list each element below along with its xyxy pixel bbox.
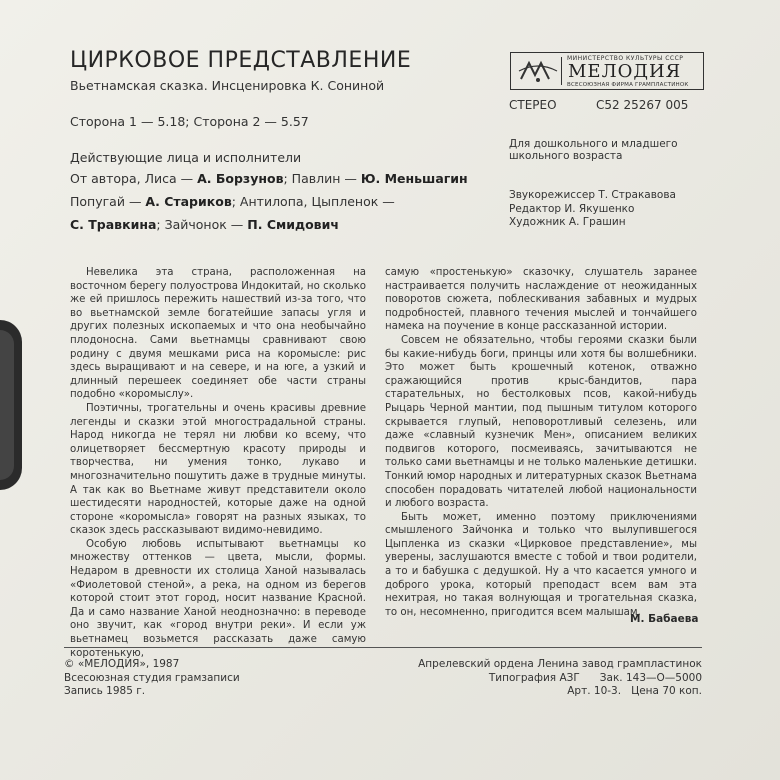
logo-firm: ВСЕСОЮЗНАЯ ФИРМА ГРАМПЛАСТИНОК xyxy=(567,82,689,88)
cast-role: От автора, Лиса — xyxy=(70,171,198,186)
age-recommendation: Для дошкольного и младшего школьного возраста xyxy=(509,138,678,162)
article-author: М. Бабаева xyxy=(630,613,699,625)
article-column-right xyxy=(385,266,697,619)
cast-role: ; Антилопа, Цыпленок — xyxy=(231,194,395,209)
cast-actor: А. Борзунов xyxy=(197,171,284,186)
footer-line: Всесоюзная студия грамзаписи xyxy=(64,671,240,684)
footer-line: Запись 1985 г. xyxy=(64,685,146,697)
cast-role: ; Зайчонок — xyxy=(156,217,248,232)
cast-list xyxy=(70,167,510,236)
cast-actor: А. Стариков xyxy=(145,194,232,209)
footer-divider xyxy=(64,647,702,648)
cast-actor: Ю. Меньшагин xyxy=(360,171,468,186)
cast-role: ; Павлин — xyxy=(283,171,361,186)
article-paragraph: Совсем не обязательно, чтобы героями сказки были бы какие-нибудь боги, принцы или хотя бы волшебники. Это может быть крошечный котенок, отважно сражающийся против крыс-бандитов, пара старательных, но бестолковых псов, какой-нибудь Рыцарь Черной мантии, под пышным титулом которого скрывается глупый, неповоротливый селезень, или даже «славный кузнечик Мен», описанием великих подвигов которого, посмеиваясь, зачитываются не только сами вьетнамцы и не только маленькие детишки. Тонкий юмор народных и литературных сказок Вьетнама способен порадовать читателей любой национальности и любого возраста. xyxy=(385,334,697,510)
production-credits xyxy=(509,189,719,230)
article-paragraph: Поэтичны, трогательны и очень красивы древние легенды и сказки этой многострадальной страны. Народ никогда не терял ни любви ко всему, что олицетворяет бессмертную красоту природы и творчества, ни умения тонко, лукаво и многозначительно пошутить даже в трудные минуты. А так как во Вьетнаме живут представители около шестидесяти народностей, которые даже на одной стороне «коромысла» говорят на разных языках, то сказок здесь рассказывают видимо-невидимо. xyxy=(70,402,366,537)
article-paragraph: Невелика эта страна, расположенная на восточном берегу полуострова Индокитай, но сколько же ей пришлось пережить нашествий из-за того, что во вьетнамской земле богатейшие запасы угля и других полезных ископаемых и что она необычайно плодоносна. Сами вьетнамцы сравнивают свою родину с двумя мешками риса на коромысле: рис здесь выращивают и на севере, и на юге, а узкий и длинный перешеек соединяет обе части страны подобно «коромыслу». xyxy=(70,267,366,401)
footer-line: Арт. 10-3. Цена 70 коп. xyxy=(567,685,702,697)
credit-line: Звукорежиссер Т. Стракавова xyxy=(509,189,676,201)
melodiya-logo xyxy=(510,52,704,90)
melodiya-emblem-icon xyxy=(515,57,562,85)
article-paragraph: самую «простенькую» сказочку, слушатель заранее настраивается получить наслаждение от неожиданных поворотов сюжета, поблескивания забавных и мудрых подробностей, плавного течения мыслей и тончайшего намека на поучение в конце рассказанной истории. xyxy=(385,267,697,333)
logo-name: МЕЛОДИЯ xyxy=(568,61,682,82)
article-column-left xyxy=(70,266,366,660)
footer-right xyxy=(384,658,702,699)
footer-line: © «МЕЛОДИЯ», 1987 xyxy=(64,658,180,670)
footer-left xyxy=(64,658,240,699)
credit-line: Художник А. Грашин xyxy=(509,216,626,228)
catalog-number: С52 25267 005 xyxy=(596,98,689,112)
logo-ministry: МИНИСТЕРСТВО КУЛЬТУРЫ СССР xyxy=(567,55,684,62)
cast-role: Попугай — xyxy=(70,194,146,209)
article-paragraph: Особую любовь испытывают вьетнамцы ко множеству оттенков — цвета, мысли, формы. Недаром в древности их столица Ханой называлась «Фиолетовой стеной», а река, на одном из берегов которой стоит этот город, носит название Красной. Да и само название Ханой неоднозначно: в переводе оно звучит, как «город внутри реки». И если уж вьетнамец возьмется рассказать даже самую коротенькую, xyxy=(70,538,366,659)
album-subtitle: Вьетнамская сказка. Инсценировка К. Сониной xyxy=(70,78,385,93)
credit-line: Редактор И. Якушенко xyxy=(509,202,635,215)
cast-actor: П. Смидович xyxy=(247,217,339,232)
record-edge-inner xyxy=(0,330,14,480)
cast-heading: Действующие лица и исполнители xyxy=(70,150,302,165)
cast-actor: С. Травкина xyxy=(70,217,157,232)
footer-line: Апрелевский ордена Ленина завод грампластинок xyxy=(418,658,702,670)
side-durations: Сторона 1 — 5.18; Сторона 2 — 5.57 xyxy=(70,114,309,129)
stereo-label: СТЕРЕО xyxy=(509,98,557,112)
footer-line: Типография АЗГ Зак. 143—О—5000 xyxy=(488,671,702,684)
album-title: ЦИРКОВОЕ ПРЕДСТАВЛЕНИЕ xyxy=(70,48,412,73)
article-paragraph: Быть может, именно поэтому приключениями смышленого Зайчонка и только что вылупившегося Цыпленка из сказки «Цирковое представление», мы уверены, заслушаются вместе с тобой и твои родители, а то и бабушка с дедушкой. Ну а что касается умного и доброго урока, который преподаст всем вам эта нехитрая, но такая волнующая и трогательная сказка, то он, несомненно, пригодится всем малышам. xyxy=(385,511,697,618)
